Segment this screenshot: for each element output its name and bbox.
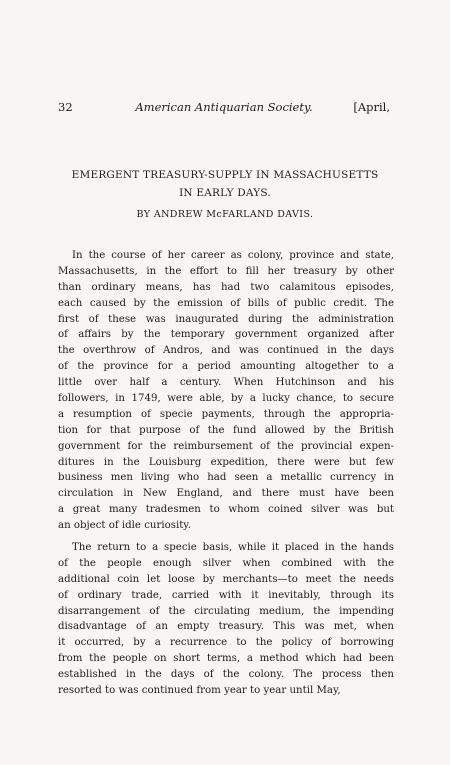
paragraph-2 <box>58 540 394 699</box>
running-head-month: [April, <box>353 100 390 114</box>
text-line: of ordinary trade, carried with it inevitably, through its <box>58 589 394 601</box>
text-line: resorted to was continued from year to year until May, <box>58 685 341 697</box>
text-line: disarrangement of the circulating medium, the impending <box>58 605 394 617</box>
body-text <box>58 248 394 699</box>
text-line: business men living who had seen a metallic currency in <box>58 472 394 484</box>
text-line: a resumption of specie payments, through the appropria- <box>58 408 394 420</box>
text-line: of the people enough silver when combined with the <box>58 557 394 569</box>
text-line: The return to a specie basis, while it placed in the hands <box>72 542 394 554</box>
text-line: In the course of her career as colony, province and state, <box>72 250 394 261</box>
page-number: 32 <box>58 100 73 114</box>
paragraph-1 <box>58 248 394 534</box>
text-line: Massachusetts, in the effort to fill her treasury by other <box>58 265 394 277</box>
running-head <box>58 100 390 116</box>
article-title-line-1: EMERGENT TREASURY-SUPPLY IN MASSACHUSETTS <box>71 169 379 181</box>
text-line: from the people on short terms, a method which had been <box>58 653 394 665</box>
text-line: circulation in New England, and there must have been <box>58 488 394 500</box>
text-line: a great many tradesmen to whom coined silver was but <box>58 504 394 516</box>
author-byline: BY ANDREW McFARLAND DAVIS. <box>136 209 314 220</box>
text-line: government for the reimbursement of the provincial expen- <box>58 440 394 452</box>
text-line: tion for that purpose of the fund allowed by the British <box>58 424 394 436</box>
text-line: of affairs by the temporary government organized after <box>58 329 394 341</box>
article-title <box>60 166 390 202</box>
text-line: additional coin let loose by merchants—to meet the needs <box>58 573 394 585</box>
text-line: each caused by the emission of bills of public credit. The <box>58 297 394 309</box>
text-line: than ordinary means, has had two calamitous episodes, <box>58 281 394 293</box>
text-line: it occurred, by a recurrence to the policy of borrowing <box>58 637 394 649</box>
text-line: an object of idle curiosity. <box>58 520 191 532</box>
text-line: little over half a century. When Hutchinson and his <box>58 377 394 389</box>
text-line: of the province for a period amounting altogether to a <box>58 361 394 373</box>
text-line: established in the days of the colony. The process then <box>58 669 394 681</box>
text-line: the overthrow of Andros, and was continued in the days <box>58 345 394 357</box>
text-line: disadvantage of an empty treasury. This was met, when <box>58 621 394 633</box>
article-title-line-2: IN EARLY DAYS. <box>179 187 271 199</box>
text-line: ditures in the Louisburg expedition, there were but few <box>58 456 394 468</box>
text-line: followers, in 1749, were able, by a lucky chance, to secure <box>58 393 394 405</box>
text-line: first of these was inaugurated during the administration <box>58 313 394 325</box>
journal-title: American Antiquarian Society. <box>135 100 313 114</box>
